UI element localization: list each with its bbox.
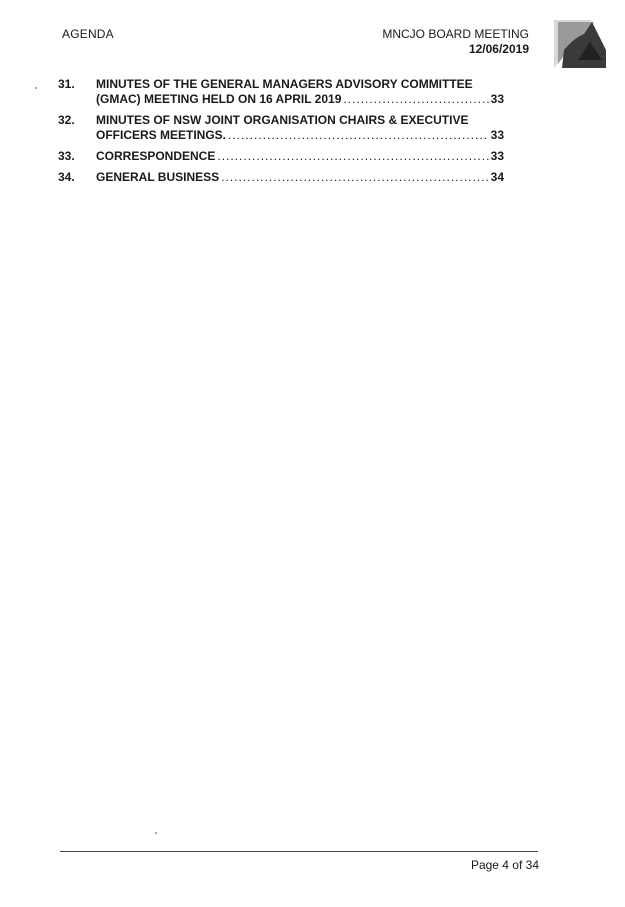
toc-leader-dots (228, 128, 489, 143)
toc-item-number: 34. (58, 170, 75, 184)
table-of-contents (58, 77, 504, 191)
toc-page-number: 33 (490, 128, 504, 142)
meeting-title: MNCJO BOARD MEETING (382, 27, 529, 41)
toc-item-title-line: OFFICERS MEETINGS. (96, 128, 227, 142)
toc-item-title-line: (GMAC) MEETING HELD ON 16 APRIL 2019 (96, 92, 342, 106)
toc-item-title-line: CORRESPONDENCE (96, 149, 216, 163)
toc-item-34[interactable] (58, 170, 504, 185)
toc-item-title-line: GENERAL BUSINESS (96, 170, 220, 184)
toc-item-number: 31. (58, 77, 75, 91)
toc-item-title-line: MINUTES OF NSW JOINT ORGANISATION CHAIRS & EXECUTIVE (96, 113, 469, 127)
toc-item-31[interactable] (58, 77, 504, 107)
toc-page-number: 33 (490, 92, 504, 106)
toc-page-number: 33 (490, 149, 504, 163)
scan-speck (155, 832, 157, 834)
toc-leader-dots (343, 92, 488, 107)
toc-item-number: 33. (58, 149, 75, 163)
header-agenda-label: AGENDA (62, 27, 114, 41)
toc-item-number: 32. (58, 113, 75, 127)
footer-divider (60, 851, 538, 852)
toc-leader-dots (221, 170, 489, 185)
toc-item-title-line: MINUTES OF THE GENERAL MANAGERS ADVISORY COMMITTEE (96, 77, 473, 91)
toc-page-number: 34 (490, 170, 504, 184)
toc-item-33[interactable] (58, 149, 504, 164)
organisation-logo-icon (554, 20, 606, 68)
page-number-label: Page 4 of 34 (470, 858, 539, 872)
meeting-date: 12/06/2019 (468, 42, 529, 56)
scan-speck (35, 87, 37, 89)
toc-leader-dots (217, 149, 488, 164)
header-meeting-info (382, 27, 529, 57)
toc-item-32[interactable] (58, 113, 504, 143)
